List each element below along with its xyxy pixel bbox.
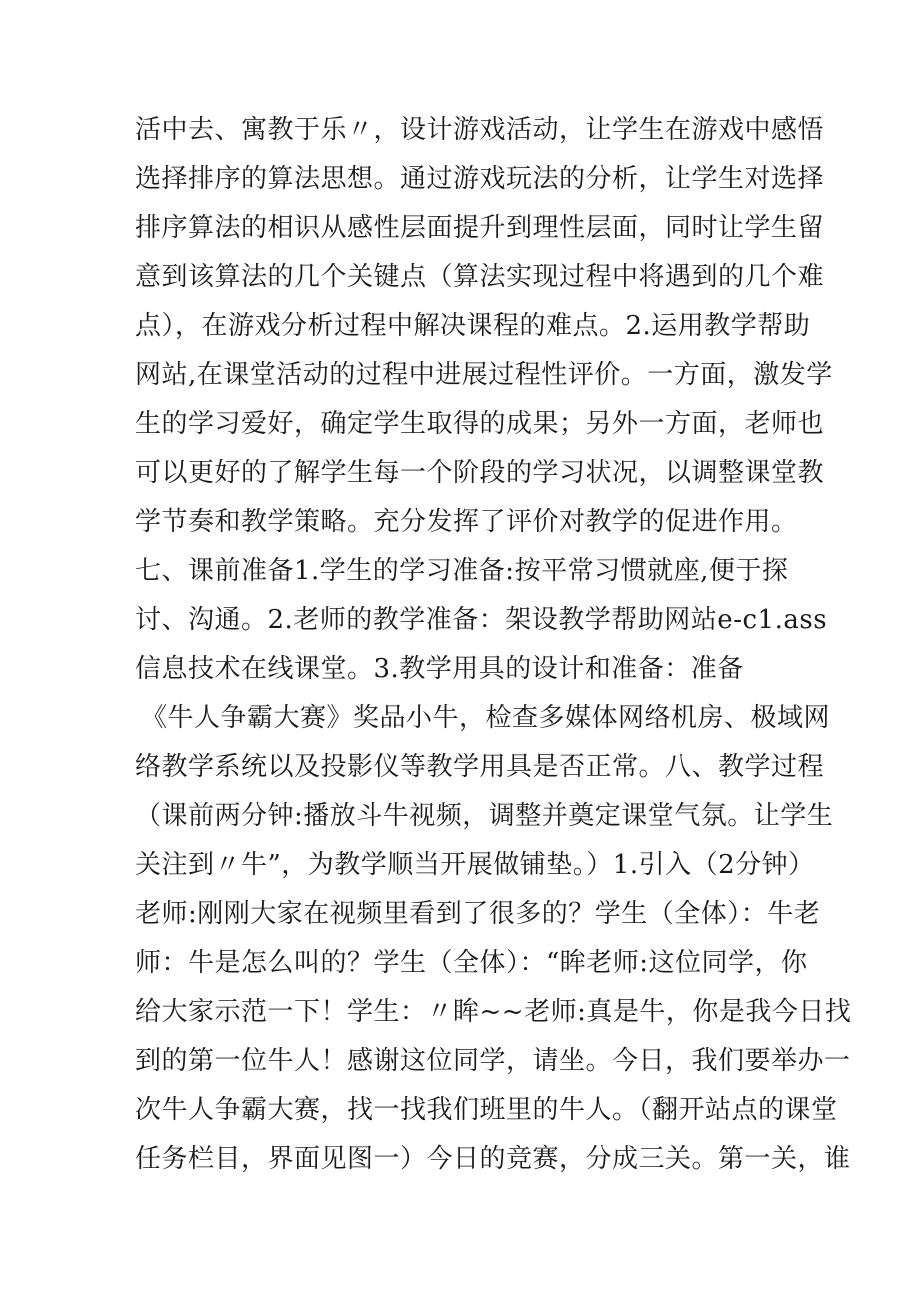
text-line-3: 排序算法的相识从感性层面提升到理性层面，同时让学生留	[135, 213, 825, 243]
text-line-12: 信息技术在线课堂。3.教学用具的设计和准备：准备	[135, 654, 744, 684]
text-line-1: 活中去、寓教于乐〃，设计游戏活动，让学生在游戏中感悟	[135, 115, 825, 145]
text-line-19: 给大家示范一下！学生：〃眸~~老师:真是牛，你是我今日找	[135, 997, 852, 1027]
text-line-10: 七、课前准备1.学生的学习准备:按平常习惯就座,便于探	[135, 556, 789, 586]
text-line-13: 《牛人争霸大赛》奖品小牛，检查多媒体网络机房、极域网	[141, 703, 831, 733]
text-line-7: 生的学习爱好，确定学生取得的成果；另外一方面，老师也	[135, 409, 825, 439]
text-line-4: 意到该算法的几个关键点（算法实现过程中将遇到的几个难	[135, 262, 825, 292]
text-line-16: 关注到〃牛”，为教学顺当开展做铺垫。）1.引入（2分钟）	[135, 850, 815, 880]
text-line-8: 可以更好的了解学生每一个阶段的学习状况，以调整课堂教	[135, 458, 825, 488]
text-line-22: 任务栏目，界面见图一）今日的竞赛，分成三关。第一关，谁	[135, 1144, 851, 1174]
body-text	[135, 106, 852, 1184]
text-line-15: （课前两分钟:播放斗牛视频，调整并奠定课堂气氛。让学生	[135, 801, 834, 831]
text-line-18: 师：牛是怎么叫的？学生（全体）：“眸老师:这位同学，你	[135, 948, 808, 978]
text-line-21: 次牛人争霸大赛，找一找我们班里的牛人。（翻开站点的课堂	[135, 1095, 838, 1125]
text-line-2: 选择排序的算法思想。通过游戏玩法的分析，让学生对选择	[135, 164, 825, 194]
text-line-11: 讨、沟通。2.老师的教学准备：架设教学帮助网站e-c1.ass	[135, 605, 828, 635]
text-line-5: 点），在游戏分析过程中解决课程的难点。2.运用教学帮助	[135, 311, 811, 341]
text-line-9: 学节奏和教学策略。充分发挥了评价对教学的促进作用。	[135, 507, 798, 537]
text-line-6: 网站,在课堂活动的过程中进展过程性评价。一方面，激发学	[135, 360, 833, 390]
text-line-20: 到的第一位牛人！感谢这位同学，请坐。今日，我们要举办一	[135, 1046, 851, 1076]
text-line-14: 络教学系统以及投影仪等教学用具是否正常。八、教学过程	[135, 752, 825, 782]
text-line-17: 老师:刚刚大家在视频里看到了很多的？学生（全体）：牛老	[135, 899, 821, 929]
